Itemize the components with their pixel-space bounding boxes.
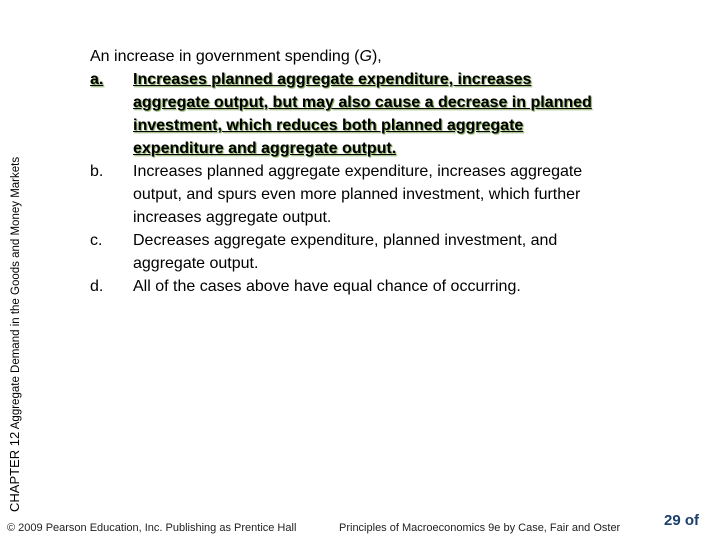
choice-d — [90, 275, 650, 298]
page-number: 29 of — [664, 512, 700, 529]
chapter-side-label — [8, 157, 23, 512]
chapter-number: CHAPTER 12 — [7, 431, 22, 512]
question-stem: An increase in government spending (G), — [90, 48, 382, 65]
book-title-footer: Principles of Macroeconomics 9e by Case, Fair and Oster — [339, 522, 621, 534]
choice-b-letter: b. — [90, 163, 104, 180]
choice-d-text: All of the cases above have equal chance of occurring. — [133, 278, 521, 295]
choice-c — [90, 229, 650, 275]
choice-c-letter: c. — [90, 232, 103, 249]
choice-b — [90, 160, 650, 229]
choice-a — [90, 68, 650, 160]
choice-c-text: Decreases aggregate expenditure, planned investment, and aggregate output. — [133, 232, 558, 272]
choice-a-text: Increases planned aggregate expenditure, increases aggregate output, but may also cause a decrease in planned investment, which reduces both planned aggregate expenditure and aggregate output. — [133, 71, 592, 157]
choice-b-text: Increases planned aggregate expenditure, increases aggregate output, and spurs even more planned investment, which further increases aggregate output. — [133, 163, 583, 226]
copyright-footer: © 2009 Pearson Education, Inc. Publishing as Prentice Hall — [7, 522, 297, 534]
question-block — [90, 45, 650, 298]
choice-a-letter: a. — [90, 71, 104, 88]
chapter-title: Aggregate Demand in the Goods and Money Markets — [10, 156, 22, 430]
choice-d-letter: d. — [90, 278, 104, 295]
